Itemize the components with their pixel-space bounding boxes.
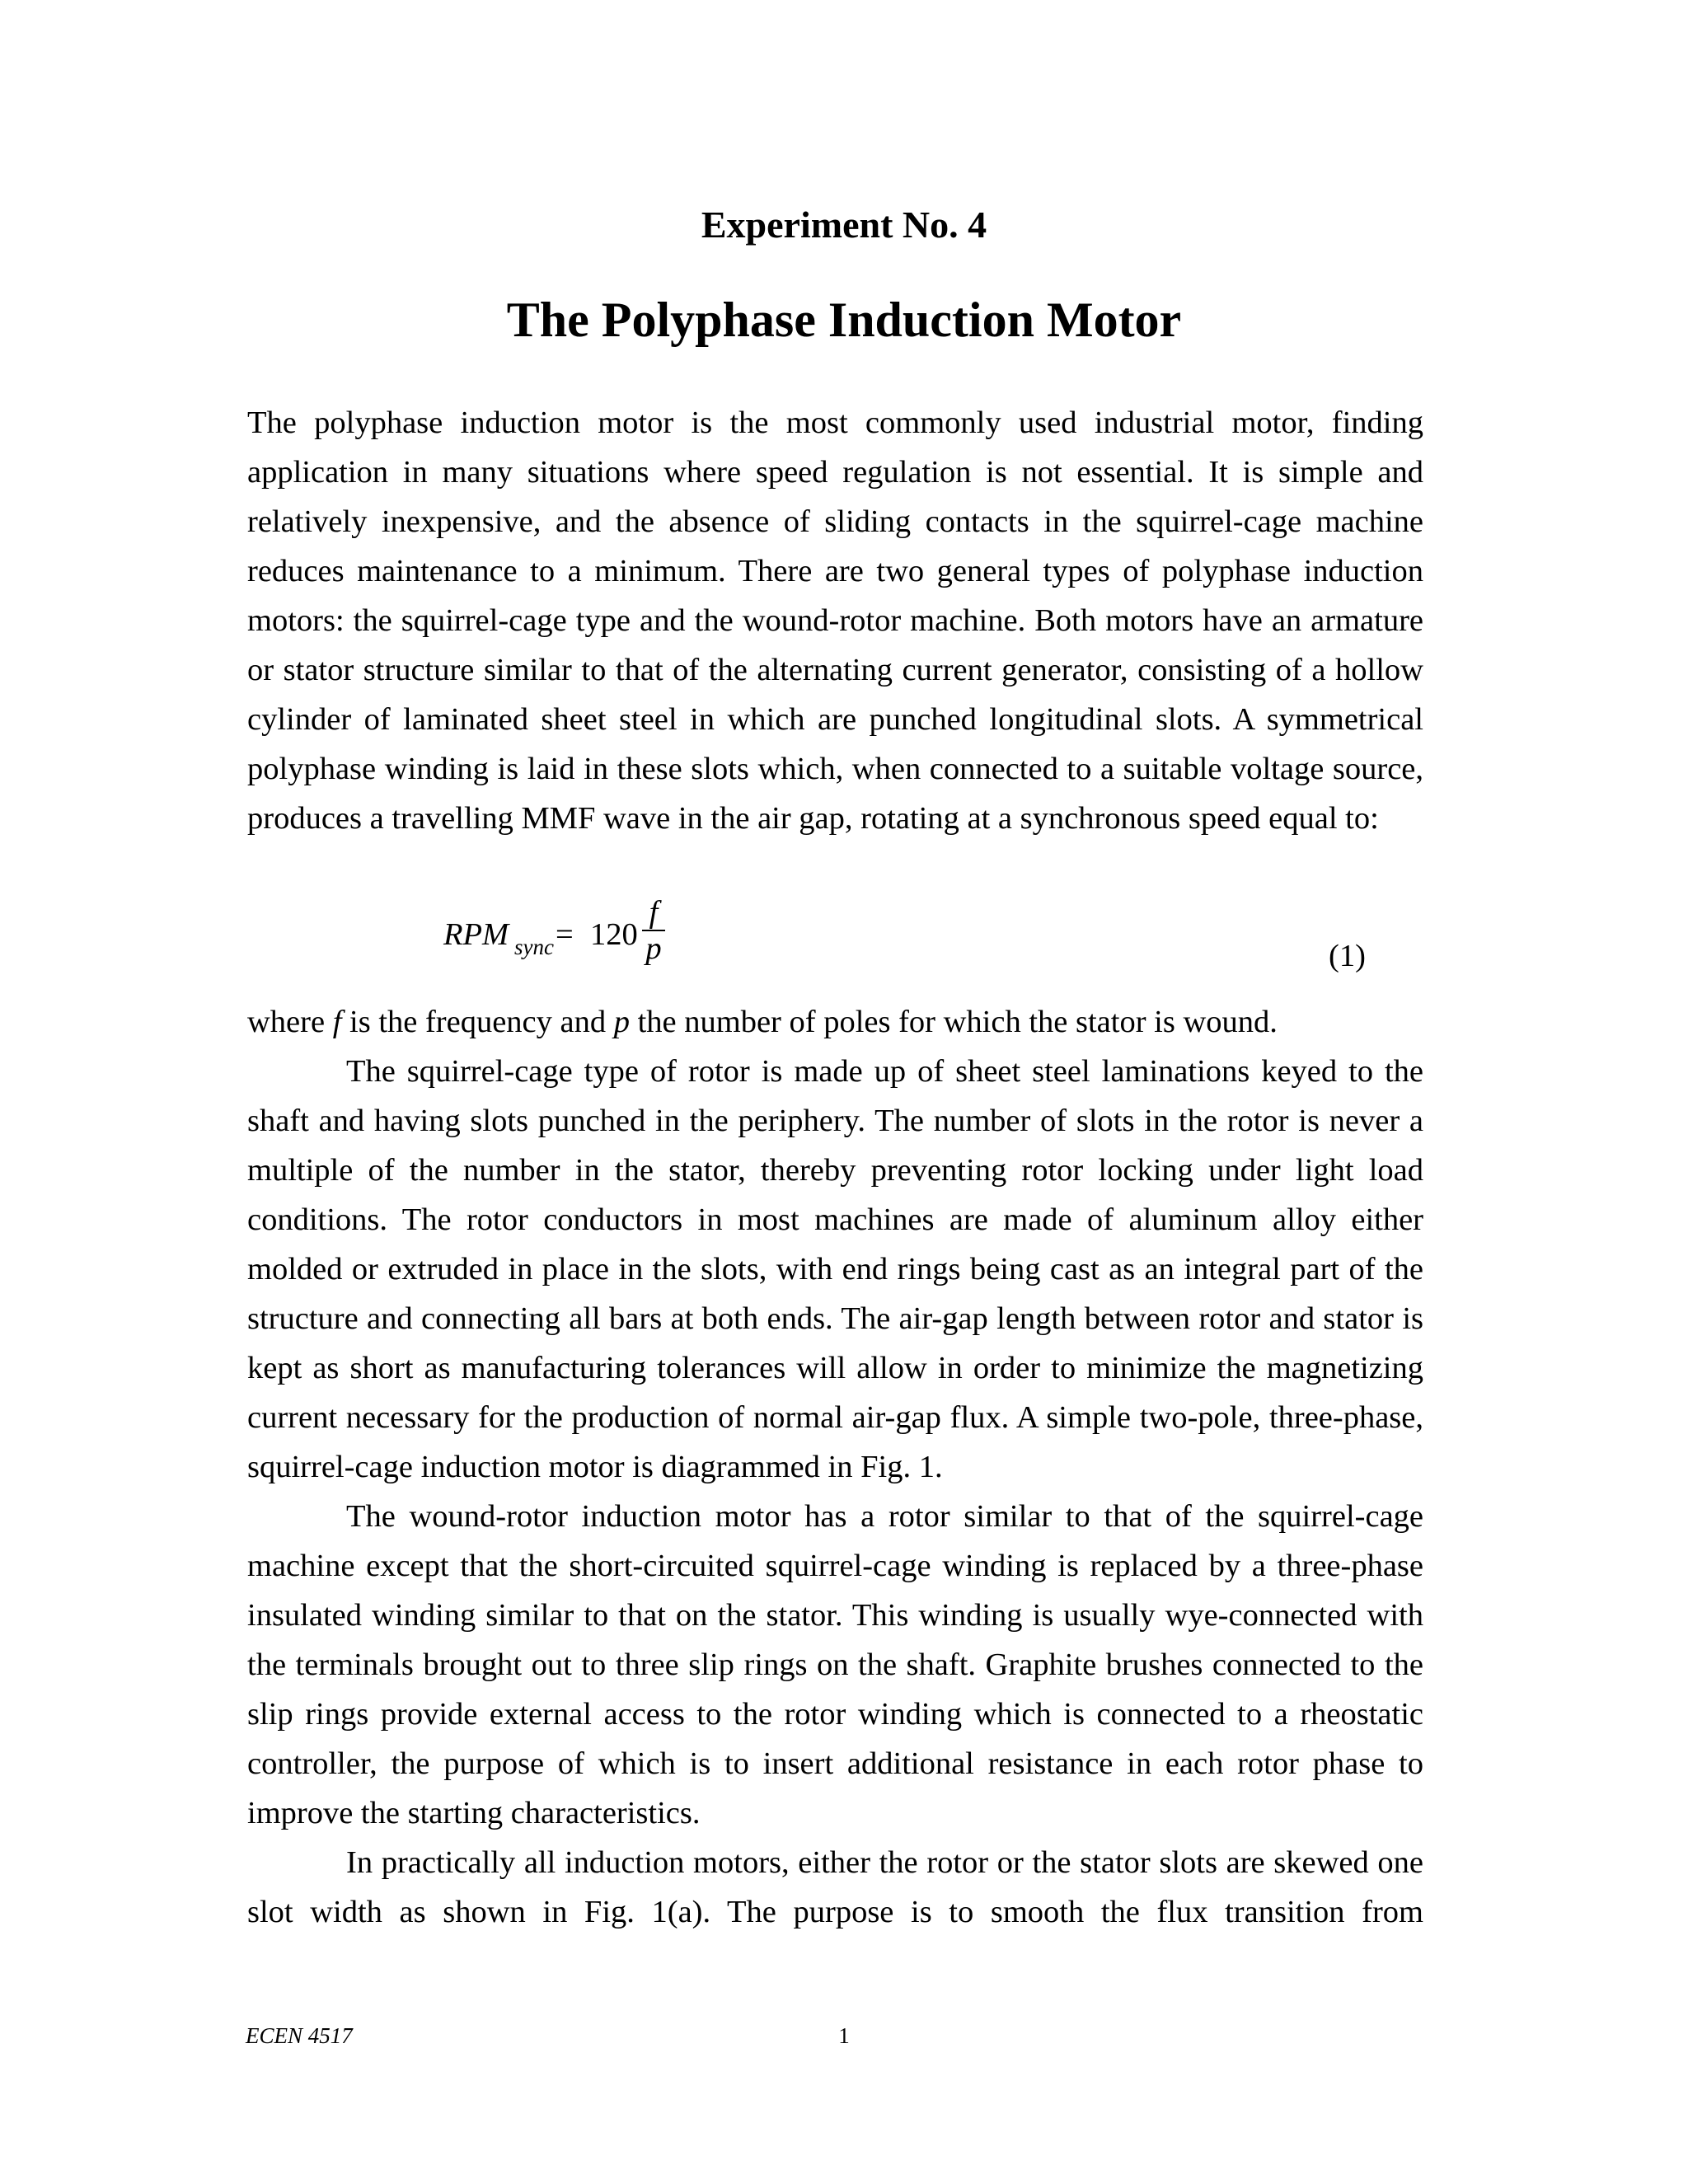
equation-coefficient: 120 xyxy=(590,917,638,952)
equation-fraction xyxy=(642,897,665,964)
variable-f: f xyxy=(332,1005,342,1039)
equation-lhs-subscript: sync xyxy=(514,935,554,959)
after-eq-mid: is the frequency and xyxy=(341,1005,614,1039)
equation-lhs: RPM xyxy=(443,917,509,952)
equation-numerator: f xyxy=(649,895,659,930)
footer-course-code: ECEN 4517 xyxy=(246,2023,353,2048)
main-text-block xyxy=(247,997,1423,1937)
paragraph-after-equation xyxy=(247,997,1423,1047)
paragraph-squirrel-cage: The squirrel-cage type of rotor is made up of sheet steel laminations keyed to the shaft and having slots punched in the periphery. The number of slots in the rotor is never a multiple of the number in the stator, thereby preventing rotor locking under light load conditions. The rotor conductors in most machines are made of aluminum alloy either molded or extruded in place in the slots, with end rings being cast as an integral part of the structure and connecting all bars at both ends. The air-gap length between rotor and stator is kept as short as manufacturing tolerances will allow in order to minimize the magnetizing current necessary for the production of normal air-gap flux. A simple two-pole, three-phase, squirrel-cage induction motor is diagrammed in Fig. 1. xyxy=(247,1054,1423,1484)
after-eq-pre: where xyxy=(247,1005,333,1039)
paragraph-skew: In practically all induction motors, either the rotor or the stator slots are skewed one slot width as shown in Fig. 1(a). The purpose is to smooth the flux transition from xyxy=(247,1845,1423,1929)
variable-p: p xyxy=(613,1005,630,1039)
equation-number: (1) xyxy=(1329,939,1366,973)
document-title: The Polyphase Induction Motor xyxy=(506,293,1182,347)
footer-page-number: 1 xyxy=(838,2023,850,2048)
experiment-number-heading: Experiment No. 4 xyxy=(701,204,987,246)
paragraph-intro: The polyphase induction motor is the most commonly used industrial motor, finding application in many situations where speed regulation is not essential. It is simple and relatively inexpensive, and the absence of sliding contacts in the squirrel-cage machine reduces maintenance to a minimum. There are two general types of polyphase induction motors: the squirrel-cage type and the wound-rotor machine. Both motors have an armature or stator structure similar to that of the alternating current generator, consisting of a hollow cylinder of laminated sheet steel in which are punched longitudinal slots. A symmetrical polyphase winding is laid in these slots which, when connected to a suitable voltage source, produces a travelling MMF wave in the air gap, rotating at a synchronous speed equal to: xyxy=(247,405,1423,836)
after-eq-post: the number of poles for which the stator is wound. xyxy=(629,1005,1278,1039)
paragraph-wound-rotor: The wound-rotor induction motor has a rotor similar to that of the squirrel-cage machine except that the short-circuited squirrel-cage winding is replaced by a three-phase insulated winding similar to that on the stator. This winding is usually wye-connected with the terminals brought out to three slip rings on the shaft. Graphite brushes connected to the slip rings provide external access to the rotor winding which is connected to a rheostatic controller, the purpose of which is to insert additional resistance in each rotor phase to improve the starting characteristics. xyxy=(247,1499,1423,1830)
intro-block xyxy=(247,398,1423,843)
equation-equals-sign: = xyxy=(556,917,574,952)
equation-denominator: p xyxy=(645,931,662,966)
